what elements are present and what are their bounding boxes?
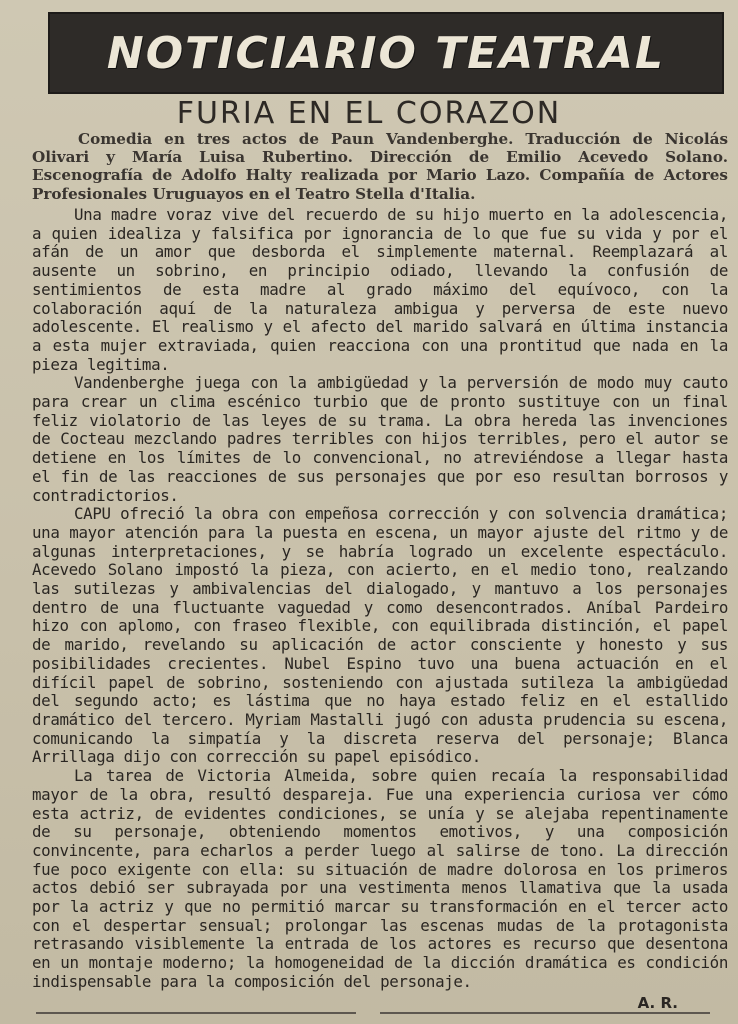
section-title: NOTICIARIO TEATRAL	[106, 27, 666, 79]
article-paragraph: Una madre voraz vive del recuerdo de su hijo muerto en la adolescencia, a quien idealiza y falsifica por ignorancia de lo que fue su vida y por el afán de un amor que desborda el simplemente maternal. Reemplazará al ausente un sobrino, en principio odiado, llevando la confusión de sentimientos de esta madre al grado máximo del equívoco, con la colaboración aquí de la naturaleza ambigua y perversa de este nuevo adolescente. El realismo y el afecto del marido salvará en última instancia a esta mujer extraviada, quien reacciona con una prontitud que nada en la pieza legitima.	[32, 205, 728, 374]
article-credits: Comedia en tres actos de Paun Vandenberghe. Traducción de Nicolás Olivari y María Luisa Rubertino. Dirección de Emilio Acevedo Solano. Escenografía de Adolfo Halty realizada por Mario Lazo. Compañía de Actores Profesionales Uruguayos en el Teatro Stella d'Italia.	[32, 130, 728, 203]
article-paragraph: Vandenberghe juega con la ambigüedad y la perversión de modo muy cauto para crear un clima escénico turbio que de pronto sustituye con un final feliz violatorio de las leyes de su trama. La obra hereda las invenciones de Cocteau mezclando padres terribles con hijos terribles, pero el autor se detiene en los límites de lo convencional, no atreviéndose a llegar hasta el fin de las reacciones de sus personajes que por eso resultan borrosos y contradictorios.	[32, 373, 728, 505]
column-divider-rule	[380, 1012, 710, 1014]
article-paragraph: CAPU ofreció la obra con empeñosa corrección y con solvencia dramática; una mayor atención para la puesta en escena, un mayor ajuste del ritmo y de algunas interpretaciones, y se habría logrado un excelente espectáculo. Acevedo Solano impostó la pieza, con acierto, en el medio tono, realzando las sutilezas y ambivalencias del dialogado, y mantuvo a los personajes dentro de una fluctuante vaguedad y como desencontrados. Aníbal Pardeiro hizo con aplomo, con fraseo flexible, con equilibrada distinción, el papel de marido, revelando su aplicación de actor consciente y honesto y sus posibilidades crecientes. Nubel Espino tuvo una buena actuación en el difícil papel de sobrino, sosteniendo con ajustada sutileza la ambigüedad del segundo acto; es lástima que no haya estado feliz en el estallido dramático del tercero. Myriam Mastalli jugó con adusta prudencia su escena, comunicando la simpatía y la discreta reserva del personaje; Blanca Arrillaga dijo con corrección su papel episódico.	[32, 504, 728, 767]
article-body	[32, 206, 728, 992]
column-divider-rule	[36, 1012, 356, 1014]
article-paragraph: La tarea de Victoria Almeida, sobre quien recaía la responsabilidad mayor de la obra, resultó despareja. Fue una experiencia curiosa ver cómo esta actriz, de evidentes condiciones, se unía y se alejaba repentinamente de su personaje, obteniendo momentos emotivos, y una composición convincente, para echarlos a perder luego al salirse de tono. La dirección fue poco exigente con ella: su situación de madre dolorosa en los primeros actos debió ser subrayada por una vestimenta menos llamativa que la usada por la actriz y que no permitió marcar su transformación en el tercer acto con el despertar sensual; prolongar las escenas mudas de la protagonista retrasando visiblemente la entrada de los actores es recurso que desentona en un montaje moderno; la homogeneidad de la dicción dramática es condición indispensable para la composición del personaje.	[32, 766, 728, 991]
section-banner	[48, 12, 724, 94]
author-signature: A. R.	[637, 994, 678, 1012]
article-headline: FURIA EN EL CORAZON	[176, 96, 562, 131]
